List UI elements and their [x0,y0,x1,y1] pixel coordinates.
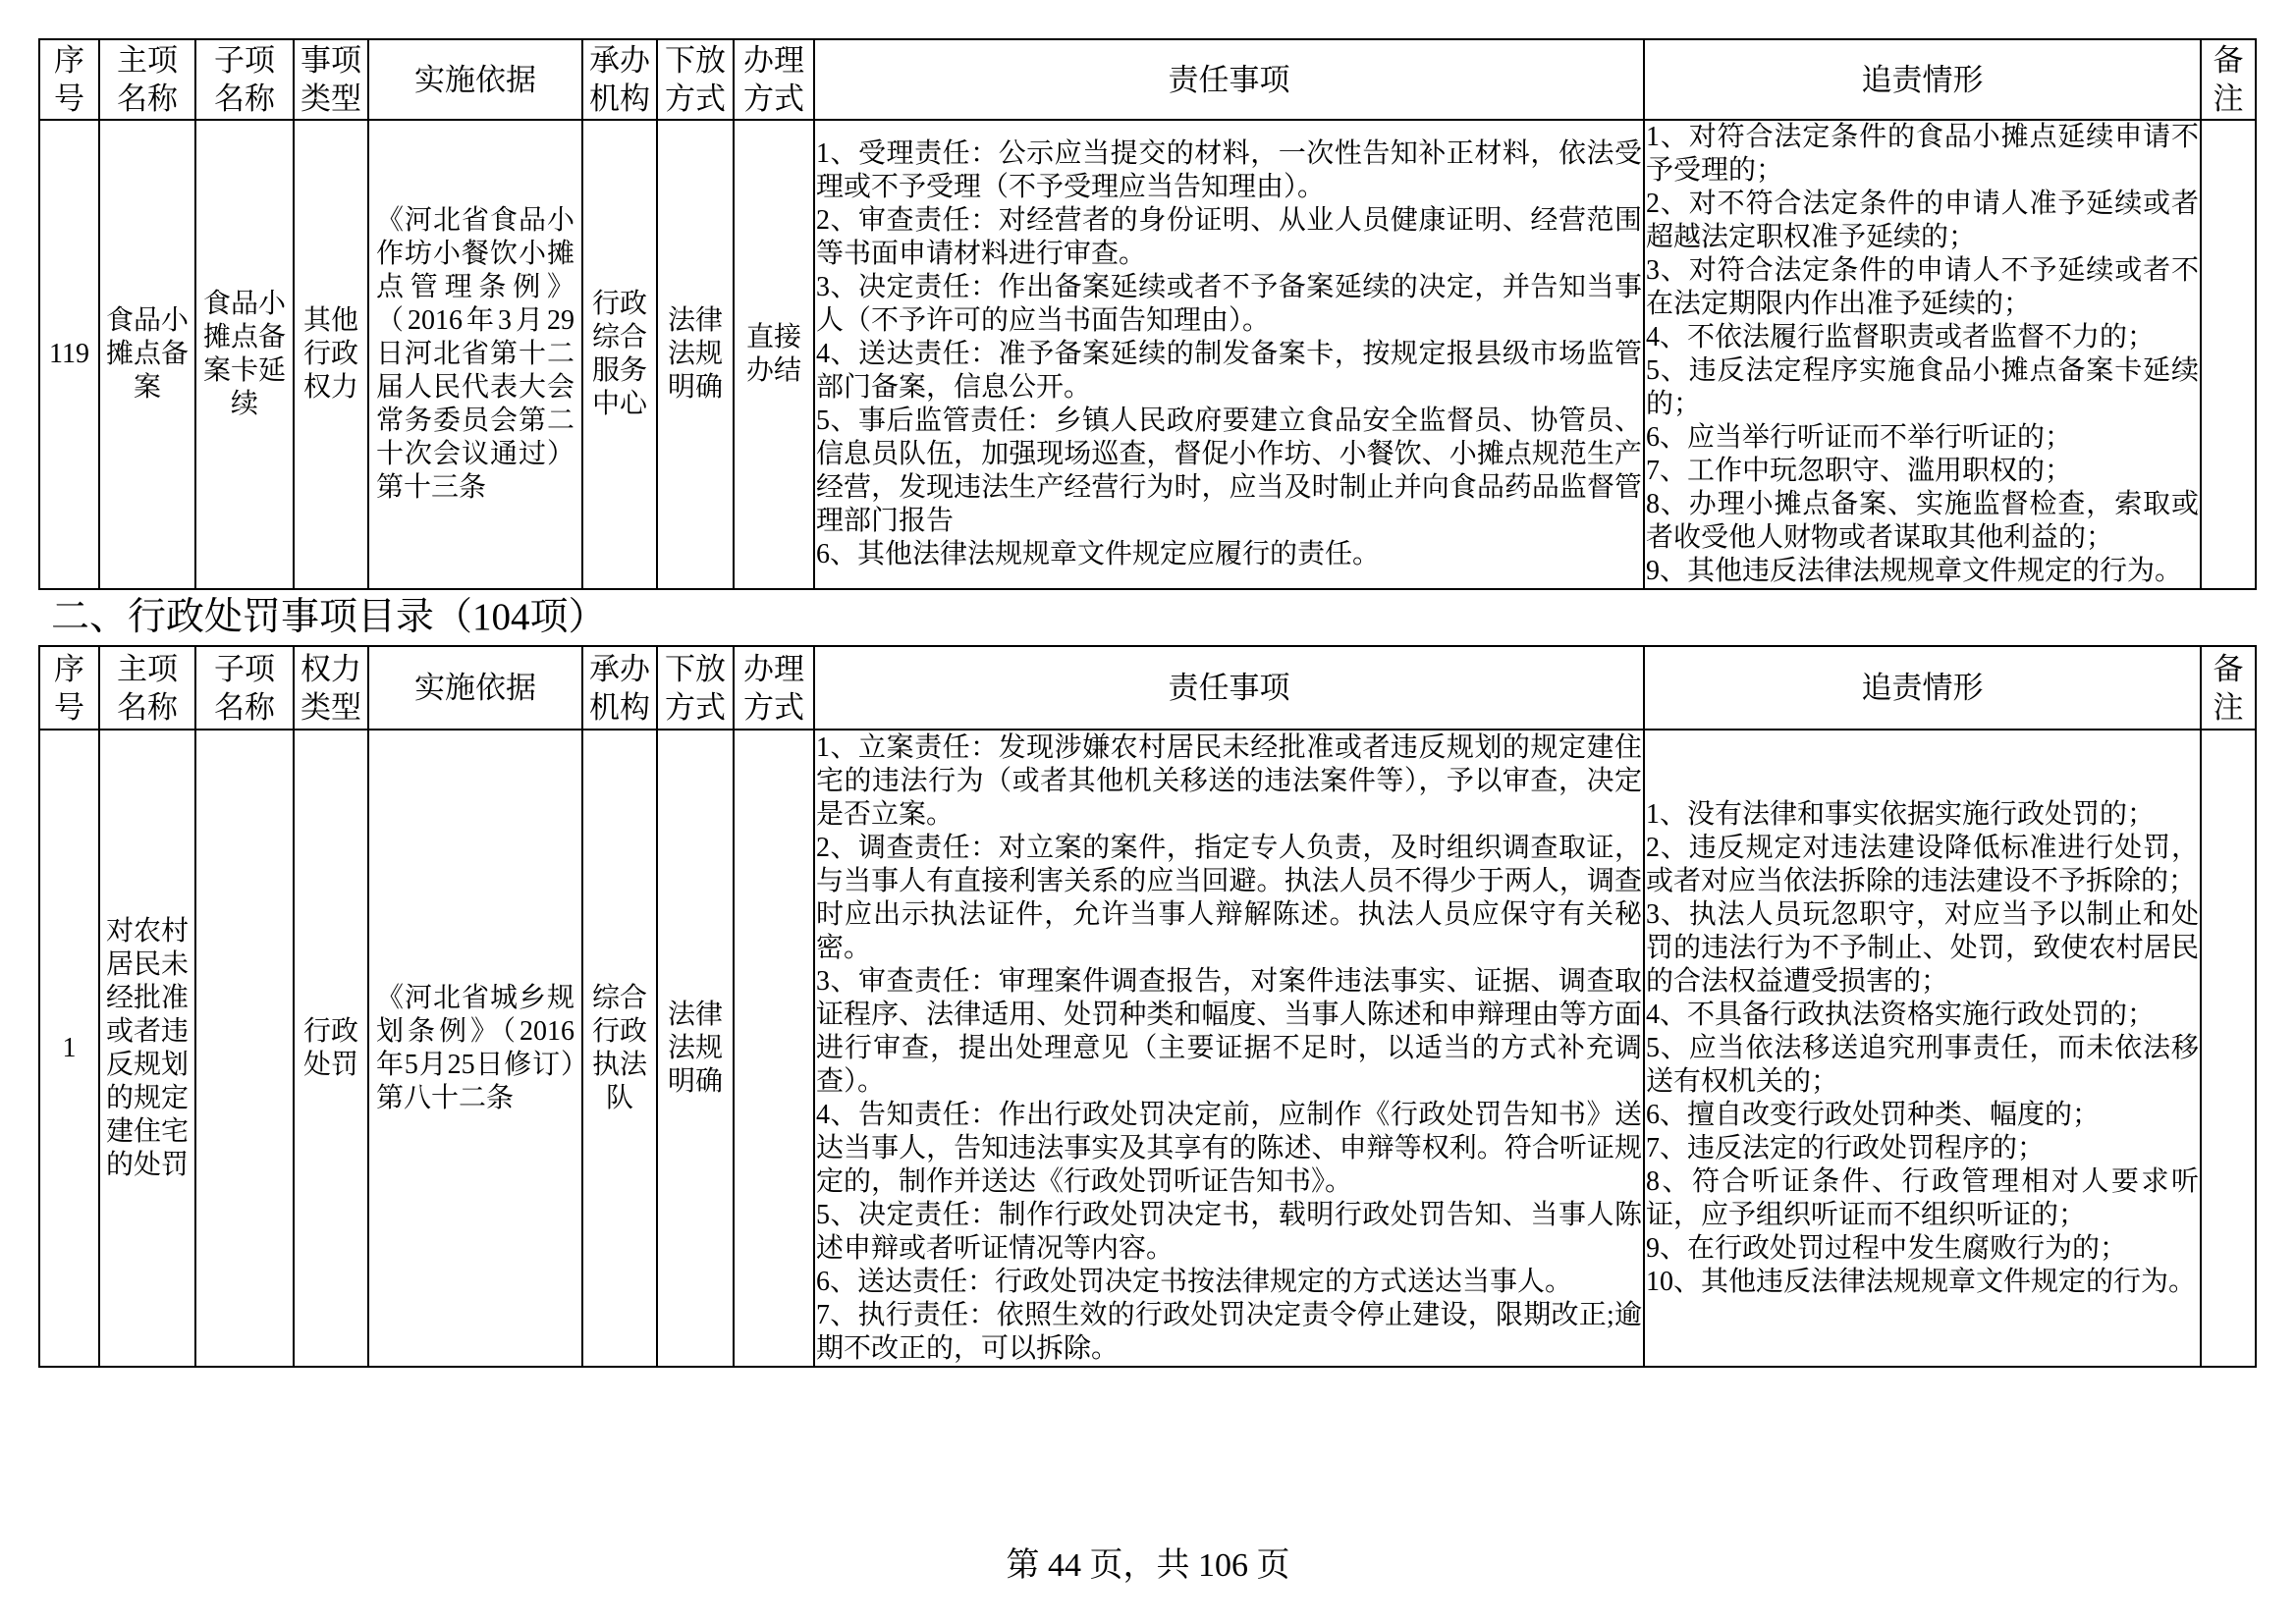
responsibility-item: 3、决定责任：作出备案延续或者不予备案延续的决定，并告知当事人（不予许可的应当书面告知理由）。 [816,272,1642,336]
header-accountability-label: 追责情形 [1861,671,1984,705]
responsibility-item: 5、决定责任：制作行政处罚决定书，载明行政处罚告知、当事人陈述申辩或者听证情况等内容。 [816,1199,1642,1264]
accountability-item: 5、违反法定程序实施食品小摊点备案卡延续的； [1646,355,2199,419]
header-responsibilities-label: 责任事项 [1168,62,1290,97]
header-seq [39,646,99,730]
accountability-item: 6、应当举行听证而不举行听证的； [1646,422,2073,453]
header-remarks-label: 备注 [2213,651,2244,725]
header-main-item [99,39,195,120]
header-power-type [294,646,368,730]
header-agency [582,646,657,730]
cell-handling: 直接办结 [734,120,814,589]
cell-responsibilities [814,120,1644,589]
accountability-item: 7、工作中玩忽职守、滥用职权的； [1646,456,2073,486]
cell-basis: 《河北省食品小作坊小餐饮小摊点管理条例》（2016年3月29日河北省第十二届人民代表大会常务委员会第二十次会议通过）第十三条 [368,120,582,589]
table-row [39,120,2256,589]
header-delegation-label: 下放方式 [665,651,726,725]
accountability-item: 4、不具备行政执法资格实施行政处罚的； [1646,999,2156,1030]
accountability-item: 1、没有法律和事实依据实施行政处罚的； [1646,798,2156,830]
responsibility-item: 6、送达责任：行政处罚决定书按法律规定的方式送达当事人。 [816,1266,1573,1297]
cell-basis: 《河北省城乡规划条例》（2016年5月25日修订）第八十二条 [368,730,582,1367]
responsibility-item: 5、事后监管责任：乡镇人民政府要建立食品安全监督员、协管员、信息员队伍，加强现场巡查，督促小作坊、小餐饮、小摊点规范生产经营，发现违法生产经营行为时，应当及时制止并向食品药品监督管理部门报告 [816,406,1642,536]
cell-accountability [1644,730,2201,1367]
cell-seq: 1 [39,730,99,1367]
cell-delegation: 法律法规明确 [657,120,734,589]
accountability-item: 6、擅自改变行政处罚种类、幅度的； [1646,1099,2101,1130]
accountability-item: 2、违反规定对违法建设降低标准进行处罚，或者对应当依法拆除的违法建设不予拆除的； [1646,832,2199,896]
cell-seq: 119 [39,120,99,589]
cell-delegation: 法律法规明确 [657,730,734,1367]
header-agency-label: 承办机构 [589,651,650,725]
cell-remarks [2201,730,2256,1367]
header-handling-label: 办理方式 [743,651,804,725]
penalty-table [38,645,2257,1368]
header-seq-label: 序号 [54,43,84,116]
page-number: 第 44 页，共 106 页 [1006,1547,1290,1584]
accountability-item: 7、违反法定的行政处罚程序的； [1646,1132,2046,1163]
cell-accountability [1644,120,2201,589]
header-handling [734,39,814,120]
header-main-item-label: 主项名称 [117,43,178,116]
responsibility-item: 4、送达责任：准予备案延续的制发备案卡，按规定报县级市场监管部门备案，信息公开。 [816,339,1642,403]
responsibility-item: 6、其他法律法规规章文件规定应履行的责任。 [816,539,1381,569]
header-remarks [2201,646,2256,730]
header-agency [582,39,657,120]
header-handling [734,646,814,730]
section-heading: 二、行政处罚事项目录（104项） [51,596,607,638]
header-seq-label: 序号 [54,651,84,725]
header-delegation-label: 下放方式 [665,43,726,116]
header-remarks [2201,39,2256,120]
table-row [39,730,2256,1367]
header-basis-label: 实施依据 [414,62,536,97]
cell-power-type: 行政处罚 [294,730,368,1367]
cell-remarks [2201,120,2256,589]
cell-agency: 综合行政执法队 [582,730,657,1367]
accountability-item: 8、符合听证条件、行政管理相对人要求听证，应予组织听证而不组织听证的； [1646,1165,2199,1230]
header-sub-item-label: 子项名称 [214,651,275,725]
responsibility-item: 2、调查责任：对立案的案件，指定专人负责，及时组织调查取证，与当事人有直接利害关系的应当回避。执法人员不得少于两人，调查时应出示执法证件，允许当事人辩解陈述。执法人员应保守有关秘密。 [816,832,1642,963]
header-sub-item-label: 子项名称 [214,43,275,116]
header-accountability [1644,646,2201,730]
header-basis [368,646,582,730]
responsibility-item: 1、立案责任：发现涉嫌农村居民未经批准或者违反规划的规定建住宅的违法行为（或者其他机关移送的违法案件等），予以审查，决定是否立案。 [816,731,1642,830]
accountability-item: 2、对不符合法定条件的申请人准予延续或者超越法定职权准予延续的； [1646,189,2199,252]
header-power-type-label: 权力类型 [301,651,361,725]
accountability-item: 3、对符合法定条件的申请人不予延续或者不在法定期限内作出准予延续的； [1646,255,2199,319]
header-basis [368,39,582,120]
cell-item-type: 其他行政权力 [294,120,368,589]
header-item-type-label: 事项类型 [301,43,361,116]
header-main-item [99,646,195,730]
responsibility-item: 4、告知责任：作出行政处罚决定前，应制作《行政处罚告知书》送达当事人，告知违法事实及其享有的陈述、申辩等权利。符合听证规定的，制作并送达《行政处罚听证告知书》。 [816,1099,1642,1197]
cell-sub-item: 食品小摊点备案卡延续 [195,120,294,589]
accountability-item: 4、不依法履行监督职责或者监督不力的； [1646,322,2156,352]
table-header-row [39,39,2256,120]
header-basis-label: 实施依据 [414,671,536,705]
responsibility-item: 2、审查责任：对经营者的身份证明、从业人员健康证明、经营范围等书面申请材料进行审查。 [816,205,1642,269]
responsibility-item: 1、受理责任：公示应当提交的材料，一次性告知补正材料，依法受理或不予受理（不予受理应当告知理由）。 [816,138,1642,202]
cell-responsibilities [814,730,1644,1367]
cell-main-item: 食品小摊点备案 [99,120,195,589]
accountability-item: 8、办理小摊点备案、实施监督检查，索取或者收受他人财物或者谋取其他利益的； [1646,489,2199,553]
cell-main-item: 对农村居民未经批准或者违反规划的规定建住宅的处罚 [99,730,195,1367]
cell-handling [734,730,814,1367]
document-page [38,38,2255,1368]
header-seq [39,39,99,120]
header-sub-item [195,646,294,730]
accountability-item: 1、对符合法定条件的食品小摊点延续申请不予受理的； [1646,122,2199,186]
header-accountability [1644,39,2201,120]
header-remarks-label: 备注 [2213,43,2244,116]
accountability-item: 9、其他违反法律法规规章文件规定的行为。 [1646,556,2183,586]
header-sub-item [195,39,294,120]
header-responsibilities-label: 责任事项 [1168,671,1290,705]
header-agency-label: 承办机构 [589,43,650,116]
cell-sub-item [195,730,294,1367]
header-main-item-label: 主项名称 [117,651,178,725]
header-accountability-label: 追责情形 [1861,62,1984,97]
header-delegation [657,39,734,120]
table-header-row [39,646,2256,730]
header-delegation [657,646,734,730]
other-power-table [38,38,2257,590]
accountability-item: 5、应当依法移送追究刑事责任，而未依法移送有权机关的； [1646,1032,2199,1097]
header-handling-label: 办理方式 [743,43,804,116]
responsibility-item: 7、执行责任：依照生效的行政处罚决定责令停止建设，限期改正;逾期不改正的，可以拆除。 [816,1299,1642,1364]
header-item-type [294,39,368,120]
cell-agency: 行政综合服务中心 [582,120,657,589]
accountability-item: 3、执法人员玩忽职守，对应当予以制止和处罚的违法行为不予制止、处罚，致使农村居民的合法权益遭受损害的； [1646,898,2199,997]
header-responsibilities [814,39,1644,120]
accountability-item: 9、在行政处罚过程中发生腐败行为的； [1646,1232,2128,1264]
responsibility-item: 3、审查责任：审理案件调查报告，对案件违法事实、证据、调查取证程序、法律适用、处罚种类和幅度、当事人陈述和申辩理由等方面进行审查，提出处理意见（主要证据不足时，以适当的方式补充调查）。 [816,965,1642,1097]
accountability-item: 10、其他违反法律法规规章文件规定的行为。 [1646,1266,2197,1297]
header-responsibilities [814,646,1644,730]
